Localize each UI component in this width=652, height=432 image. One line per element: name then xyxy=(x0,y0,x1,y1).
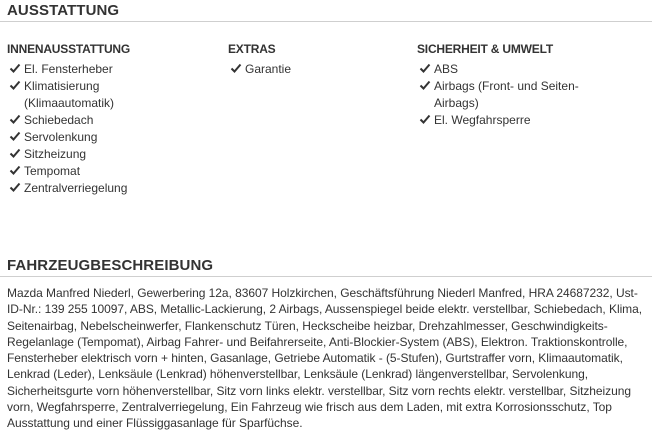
feature-label: Klimatisierung (Klimaautomatik) xyxy=(24,79,115,110)
checkmark-icon xyxy=(9,181,21,193)
equipment-column-safety xyxy=(417,42,647,129)
vehicle-description-text: Mazda Manfred Niederl, Gewerbering 12a, 83607 Holzkirchen, Geschäftsführung Niederl Manfred, HRA 24687232, Ust-ID-Nr.: 139 255 10097, ABS, Metallic-Lackierung, 2 Airbags, Aussenspiegel beide elektr. verstellbar, Schiebedach, Klima, Seitenairbag, Nebelscheinwerfer, Flankenschutz Türen, Heckscheibe heizbar, Drehzahlmesser, Geschwindigkeits-Regelanlage (Tempomat), Airbag Fahrer- und Beifahrerseite, Anti-Blockier-System (ABS), Elektron. Traktionskontrolle, Fensterheber elektrisch vorn + hinten, Gasanlage, Getriebe Automatik - (5-Stufen), Gurtstraffer vorn, Klimaautomatik, Lenkrad (Leder), Lenksäule (Lenkrad) höhenverstellbar, Lenksäule (Lenkrad) längenverstellbar, Servolenkung, Sicherheitsgurte vorn höhenverstellbar, Sitz vorn links elektr. verstellbar, Sitz vorn rechts elektr. verstellbar, Sitzheizung vorn, Wegfahrsperre, Zentralverriegelung, Ein Fahrzeug wie frisch aus dem Laden, mit extra Korrosionsschutz, Top Ausstattung und einer Flüssiggasanlage für Sparfüchse. xyxy=(7,286,643,431)
checkmark-icon xyxy=(9,147,21,159)
list-item xyxy=(7,129,217,146)
list-item xyxy=(7,78,144,112)
feature-list xyxy=(7,61,217,197)
feature-list xyxy=(228,61,408,78)
list-item xyxy=(7,112,217,129)
feature-label: Tempomat xyxy=(24,164,81,178)
feature-label: Zentralverriegelung xyxy=(24,181,128,195)
equipment-column-extras xyxy=(228,42,408,78)
description-section-title: FAHRZEUGBESCHREIBUNG xyxy=(7,257,214,274)
feature-label: ABS xyxy=(434,62,459,76)
checkmark-icon xyxy=(9,62,21,74)
feature-label: Garantie xyxy=(245,62,292,76)
list-item xyxy=(7,163,217,180)
checkmark-icon xyxy=(9,130,21,142)
column-heading: INNENAUSSTATTUNG xyxy=(7,42,131,56)
checkmark-icon xyxy=(419,113,431,125)
checkmark-icon xyxy=(419,79,431,91)
feature-list xyxy=(417,61,647,129)
checkmark-icon xyxy=(9,164,21,176)
column-heading: EXTRAS xyxy=(228,42,276,56)
list-item xyxy=(228,61,408,78)
feature-label: Servolenkung xyxy=(24,130,98,144)
list-item xyxy=(7,61,217,78)
description-section-divider xyxy=(0,276,652,277)
feature-label: El. Fensterheber xyxy=(24,62,113,76)
list-item xyxy=(417,61,647,78)
checkmark-icon xyxy=(9,79,21,91)
feature-label: Schiebedach xyxy=(24,113,94,127)
list-item xyxy=(417,78,604,112)
checkmark-icon xyxy=(230,62,242,74)
column-heading: SICHERHEIT & UMWELT xyxy=(417,42,553,56)
checkmark-icon xyxy=(419,62,431,74)
feature-label: El. Wegfahrsperre xyxy=(434,113,531,127)
feature-label: Sitzheizung xyxy=(24,147,87,161)
list-item xyxy=(7,146,217,163)
feature-label: Airbags (Front- und Seiten-Airbags) xyxy=(434,79,579,110)
checkmark-icon xyxy=(9,113,21,125)
equipment-section-divider xyxy=(0,21,652,22)
equipment-column-interior xyxy=(7,42,217,197)
list-item xyxy=(417,112,647,129)
equipment-section-title: AUSSTATTUNG xyxy=(7,2,120,19)
list-item xyxy=(7,180,217,197)
